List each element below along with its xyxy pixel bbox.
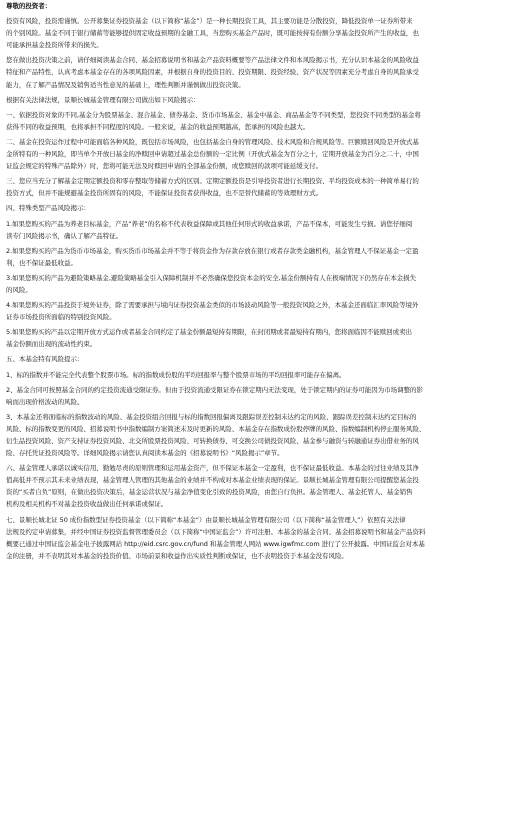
paragraph (6, 109, 526, 133)
paragraph-line: 读专门风险揭示书，确认了解产品特征。 (6, 231, 123, 240)
paragraph-line: 金所特有的一种风险，即当单个开放日基金的净赎回申请超过基金总份额的一定比例（开放式基金为百分之十，定期开放基金为百分之二十，中国 (6, 150, 419, 159)
paragraph-line: 一、依据投资对象的不同,基金分为股票基金、混合基金、债券基金、货币市场基金、基金中基金、商品基金等不同类型，您投资不同类型的基金将 (6, 110, 421, 119)
paragraph-gap (6, 562, 526, 565)
paragraph-line: 机构及相关机构不对基金投资收益做出任何承诺或保证。 (6, 500, 168, 509)
paragraph-line: 六、基金管理人承诺以诚实信用、勤勉尽责的原则管理和运用基金资产，但不保证本基金一定盈利，也不保证最低收益。本基金的过往业绩及其净 (6, 464, 419, 473)
paragraph-line: 险、存托凭证投资风险等。详细风险揭示请您认真阅读本基金的《招募说明书》“风险揭示”章节。 (6, 449, 284, 458)
paragraph-line: 根据有关法律法规，景顺长城基金管理有限公司做出如下风险揭示： (6, 95, 200, 104)
paragraph-line: 五、本基金特有风险提示： (6, 355, 84, 364)
paragraph (6, 299, 526, 323)
paragraph-line: 的风险。 (6, 285, 32, 294)
paragraph-line: 您在做出投资决策之前，请仔细阅读基金合同、基金招募说明书和基金产品资料概要等产品法律文件和本风险揭示书，充分认识本基金的风险收益 (6, 56, 419, 65)
paragraph-line: 2、基金合同可按照基金合同的约定投资流通受限证券。但由于投资流通受限证券在锁定期内无法变现，处于锁定期内的证券可能因为市场调整的影 (6, 385, 423, 394)
paragraph-line: 特征和产品特性，认真考虑本基金存在的各项风险因素，并根据自身的投资目的、投资期限、投资经验、资产状况等因素充分考虑自身的风险承受 (6, 68, 419, 77)
paragraph (6, 175, 526, 199)
paragraph-line: 证券市场投资所面临的特别投资风险。 (6, 313, 116, 322)
paragraph (6, 136, 526, 172)
paragraph (6, 202, 526, 214)
paragraph (6, 15, 526, 51)
paragraph (6, 411, 526, 459)
paragraph (6, 514, 526, 562)
paragraph (6, 272, 526, 296)
paragraph-line: 2.如果您购买的产品为货币市场基金，购买货币市场基金并不等于将资金作为存款存放在银行或者存款类金融机构，基金管理人不保证基金一定盈 (6, 246, 419, 255)
paragraph-line: 3、本基金还将面临标的指数波动的风险、基金投资组合回报与标的指数回报偏离及跟踪误差控制未达约定的风险、跟踪误差控制未达约定目标的 (6, 412, 417, 421)
paragraph-line: 资的“买者自负”原则，在做出投资决策后，基金运营状况与基金净值变化引致的投资风险，由您自行负担。基金管理人、基金托管人、基金销售 (6, 488, 413, 497)
paragraph-line: 衍生品投资风险、资产支持证券投资风险、北交所股票投资风险、可转换债券、可交换公司债投资风险、基金参与融资与转融通证券出借业务的风 (6, 437, 419, 445)
paragraph-line: 能力，在了解产品情况及销售适当性意见的基础上，理性判断并谨慎做出投资决策。 (6, 80, 245, 89)
paragraph-line: 三、您应当充分了解基金定期定额投资和零存整取等储蓄方式的区别。定期定额投资是引导投资者进行长期投资、平均投资成本的一种简单易行的 (6, 177, 419, 186)
paragraph-line: 投资有风险，投资需谨慎。公开募集证券投资基金（以下简称“基金”）是一种长期投资工具，其主要功能是分散投资，降低投资单一证券所带来 (6, 17, 413, 26)
paragraph-line: 的个别风险。基金不同于银行储蓄等能够提供固定收益预期的金融工具，当您购买基金产品时，既可能按持有份额分享基金投资所产生的收益，也 (6, 29, 419, 38)
paragraph-line: 证监会规定的特殊产品除外）时，您将可能无法及时赎回申请的全部基金份额，或您赎回的款项可能延缓支付。 (6, 162, 323, 171)
paragraph-line: 四、特殊类型产品风险揭示： (6, 204, 90, 213)
paragraph-line: 响而出现价格波动的风险。 (6, 397, 84, 406)
paragraph (6, 326, 526, 350)
paragraph-line: 七、景顺长城北证 50 成份指数型证券投资基金（以下简称“本基金”）由景顺长城基金管理有限公司（以下简称“基金管理人”）依照有关法律 (6, 515, 406, 524)
paragraph-line: 概要已通过中国证监会基金电子披露网站 http://eid.csrc.gov.cn/fund 和基金管理人网站 www.igwfmc.com 进行了公开披露。中国证监会对本基 (6, 539, 425, 548)
paragraph-line: 基金份额而出现的流动性约束。 (6, 340, 97, 349)
paragraph-line: 1.如果您购买的产品为养老目标基金，产品“养老”的名称不代表收益保障或其他任何形式的收益承诺，产品不保本，可能发生亏损。请您仔细阅 (6, 219, 413, 228)
paragraph (6, 94, 526, 106)
paragraph-line: 获得不同的收益预期，也将承担不同程度的风险。一般来说，基金的收益预期越高，您承担的风险也越大。 (6, 122, 310, 131)
paragraph-line: 二、基金在投资运作过程中可能面临各种风险，既包括市场风险，也包括基金自身的管理风险、技术风险和合规风险等。巨额赎回风险是开放式基 (6, 137, 419, 146)
paragraph-line: 3.如果您购买的产品为避险策略基金,避险策略基金引入保障机制并不必然确保您投资本金的安全,基金份额持有人在极端情况下仍然存在本金损失 (6, 273, 417, 282)
paragraph-line: 值高低并不预示其未来业绩表现，基金管理人管理的其他基金的业绩并不构成对本基金业绩表现的保证。景顺长城基金管理有限公司提醒您基金投 (6, 476, 419, 485)
paragraph-line: 投资方式，但并不能规避基金投资所固有的风险，不能保证投资者获得收益，也不是替代储蓄的等效理财方式。 (6, 189, 323, 198)
paragraph-line: 金的注册，并不表明其对本基金的投资价值、市场前景和收益作出实质性判断或保证，也不表明投资于本基金没有风险。 (6, 551, 348, 560)
paragraph-line: 风险、标的指数变更的风险、招募说明书中指数编制方案简述未及时更新的风险、本基金存在指数成份股停牌的风险、指数编制机构停止服务风险、 (6, 424, 426, 433)
paragraph (6, 218, 526, 242)
paragraph-line: 1、标的指数并不能完全代表整个股票市场。标的指数成份股的平均回报率与整个股票市场的平均回报率可能存在偏离。 (6, 370, 346, 379)
paragraph (6, 384, 526, 408)
paragraph-line: 法规及约定申请募集，并经中国证券投资监督管理委员会（以下简称“中国证监会”）许可注册。本基金的基金合同、基金招募说明书和基金产品资料 (6, 527, 426, 536)
paragraph-line: 可能承担基金投资所带来的损失。 (6, 41, 103, 50)
paragraph-line: 利，也不保证最低收益。 (6, 258, 77, 267)
paragraph-list (6, 15, 526, 565)
paragraph (6, 54, 526, 90)
paragraph (6, 369, 526, 381)
paragraph (6, 353, 526, 365)
greeting: 尊敬的投资者： (6, 2, 52, 10)
paragraph-line: 5.如果您购买的产品以定期开放方式运作或者基金合同约定了基金份额最短持有期限，在封闭期或者最短持有期内，您将面临因不能赎回或卖出 (6, 328, 413, 337)
paragraph (6, 245, 526, 269)
paragraph-line: 4.如果您购买的产品投资于境外证券，除了需要承担与境内证券投资基金类似的市场波动风险等一般投资风险之外，本基金还面临汇率风险等境外 (6, 301, 419, 310)
paragraph (6, 462, 526, 510)
